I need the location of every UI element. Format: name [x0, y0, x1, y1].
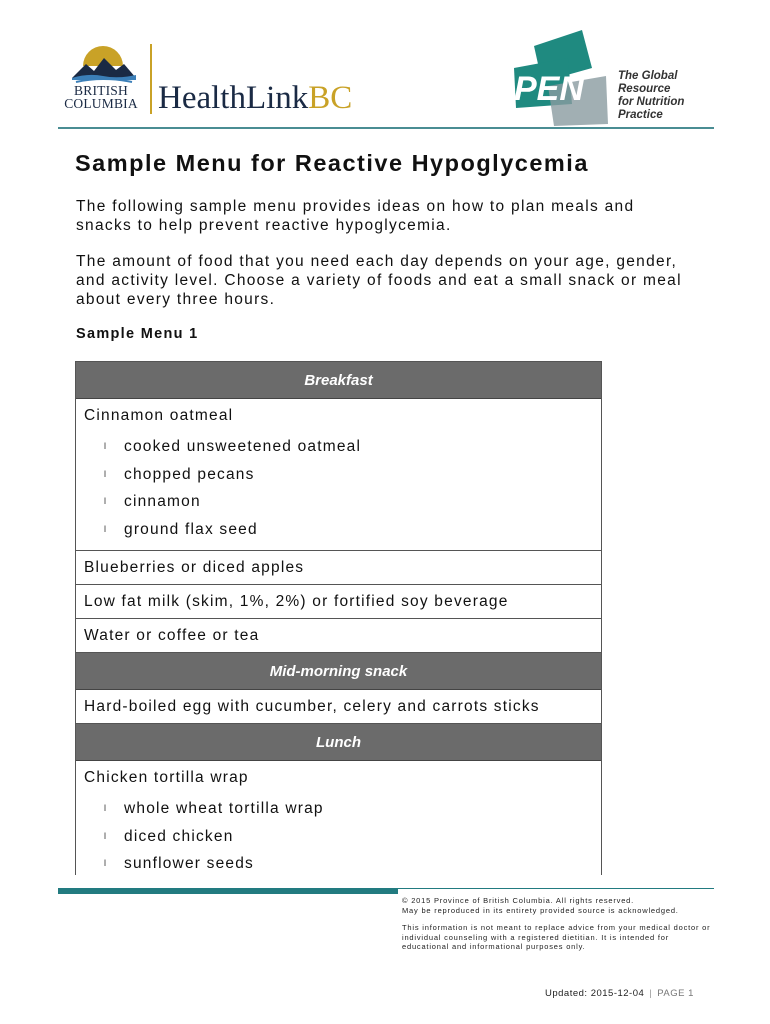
lunch-header: Lunch — [76, 724, 601, 761]
bullet-glyph: l — [104, 803, 108, 814]
pen-tagline: The Global Resource for Nutrition Practice — [618, 70, 685, 121]
midmorning-header: Mid-morning snack — [76, 653, 601, 690]
menu-row — [76, 585, 601, 619]
menu-row — [76, 761, 601, 875]
pen-logo-text: PEN — [514, 70, 584, 108]
bullet-glyph: l — [104, 441, 108, 452]
footer-separator: | — [649, 988, 653, 999]
menu-item: Chicken tortilla wrap — [84, 769, 249, 786]
bullet-glyph: l — [104, 523, 108, 534]
menu-row — [76, 690, 601, 724]
ingredient-list — [84, 433, 593, 543]
amount-paragraph: The amount of food that you need each day depends on your age, gender, and activity level. Choose a variety of foods and eat a small snack or meal about every three hours. — [76, 253, 682, 308]
bullet-glyph: l — [104, 858, 108, 869]
ingredient-item: l diced chicken — [104, 827, 234, 845]
copyright-notice: © 2015 Province of British Columbia. All rights reserved. May be reproduced in its entirety provided source is acknowledged. — [402, 896, 679, 915]
menu-item: Water or coffee or tea — [84, 627, 260, 644]
logo-divider — [150, 44, 152, 114]
footer-band — [58, 888, 398, 894]
breakfast-header: Breakfast — [76, 362, 601, 399]
bullet-glyph: l — [104, 468, 108, 479]
menu-table — [75, 361, 602, 875]
menu-item: Hard-boiled egg with cucumber, celery and carrots sticks — [84, 698, 540, 715]
menu-item: Low fat milk (skim, 1%, 2%) or fortified soy beverage — [84, 593, 509, 610]
menu-item: Blueberries or diced apples — [84, 559, 305, 576]
ingredient-item: l cooked unsweetened oatmeal — [104, 438, 362, 456]
ingredient-item: l cinnamon — [104, 493, 201, 511]
ingredient-list — [84, 795, 593, 875]
disclaimer: This information is not meant to replace advice from your medical doctor or individual counseling with a registered dietitian. It is intended for educational and informational purposes only. — [402, 923, 711, 951]
footer-rule — [398, 888, 714, 889]
page-footer-meta — [545, 988, 694, 999]
bullet-glyph: l — [104, 496, 108, 507]
intro-paragraph: The following sample menu provides ideas on how to plan meals and snacks to help prevent reactive hypoglycemia. — [76, 198, 635, 234]
bullet-glyph: l — [104, 830, 108, 841]
menu-row — [76, 399, 601, 551]
ingredient-item: l whole wheat tortilla wrap — [104, 800, 324, 818]
ingredient-item: l chopped pecans — [104, 465, 255, 483]
page-title: Sample Menu for Reactive Hypoglycemia — [75, 150, 589, 176]
menu-item: Cinnamon oatmeal — [84, 407, 234, 424]
healthlinkbc-logo: HealthLinkBC — [158, 80, 353, 116]
menu-row — [76, 619, 601, 653]
menu-subheading: Sample Menu 1 — [76, 326, 199, 342]
bc-logo-wordmark: BRITISH COLUMBIA — [64, 83, 138, 111]
pen-logo — [508, 28, 612, 128]
menu-row — [76, 551, 601, 585]
page-number: PAGE 1 — [657, 988, 694, 999]
updated-date: Updated: 2015-12-04 — [545, 988, 645, 999]
ingredient-item: l ground flax seed — [104, 520, 258, 538]
ingredient-item: l sunflower seeds — [104, 855, 255, 873]
header-rule — [58, 127, 714, 129]
